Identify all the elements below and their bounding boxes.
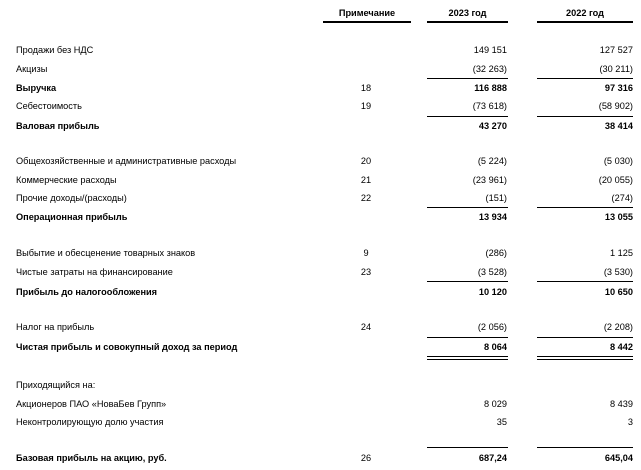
header-2023: 2023 год (448, 8, 487, 18)
row-label: Коммерческие расходы (16, 175, 117, 185)
subtotal-line (537, 116, 633, 117)
row-gross-profit (0, 121, 641, 135)
subtotal-line (537, 447, 633, 448)
value-2023: (73 618) (472, 101, 507, 111)
value-2022: (2 208) (603, 322, 633, 332)
value-2023: (151) (485, 193, 507, 203)
note-ref: 20 (360, 156, 372, 166)
header-2022: 2022 год (565, 8, 605, 18)
note-ref: 24 (360, 322, 372, 332)
double-underline (427, 356, 508, 357)
row-label: Чистая прибыль и совокупный доход за период (16, 342, 238, 352)
row-label: Продажи без НДС (16, 45, 94, 55)
subtotal-line (427, 116, 508, 117)
row-label: Базовая прибыль на акцию, руб. (16, 453, 167, 463)
row-label: Налог на прибыль (16, 322, 95, 332)
row-excise (0, 64, 641, 78)
value-2022: 1 125 (610, 248, 633, 258)
subtotal-line (537, 78, 633, 79)
subtotal-line (427, 337, 508, 338)
row-revenue (0, 83, 641, 97)
note-ref: 26 (360, 453, 372, 463)
row-label: Прибыль до налогообложения (16, 287, 158, 297)
value-2022: (30 211) (599, 64, 633, 74)
value-2022: (5 030) (603, 156, 633, 166)
value-2023: (286) (485, 248, 507, 258)
row-shareholders (0, 399, 641, 413)
value-2023: 149 151 (473, 45, 507, 55)
value-2023: 13 934 (478, 212, 507, 222)
value-2022: 10 650 (604, 287, 633, 297)
subtotal-line (537, 337, 633, 338)
value-2023: 116 888 (474, 83, 507, 93)
note-ref: 9 (363, 248, 369, 258)
note-ref: 22 (360, 193, 372, 203)
subtotal-line (427, 281, 508, 282)
value-2023: 8 029 (484, 399, 507, 409)
value-2022: 127 527 (599, 45, 633, 55)
row-income-tax (0, 322, 641, 336)
value-2022: 8 442 (610, 342, 633, 352)
double-underline (537, 359, 633, 360)
row-label: Чистые затраты на финансирование (16, 267, 173, 277)
header-underline-note (323, 21, 411, 23)
value-2022: (58 902) (598, 101, 633, 111)
value-2022: (274) (611, 193, 633, 203)
row-label: Прочие доходы/(расходы) (16, 193, 127, 203)
value-2023: (32 263) (472, 64, 507, 74)
row-attributable (0, 380, 641, 394)
row-sales (0, 45, 641, 59)
row-other-income (0, 193, 641, 207)
row-label: Себестоимость (16, 101, 82, 111)
note-ref: 21 (360, 175, 372, 185)
note-ref: 18 (360, 83, 372, 93)
value-2023: (3 528) (477, 267, 507, 277)
double-underline (537, 356, 633, 357)
note-ref: 23 (360, 267, 372, 277)
row-selling-expenses (0, 175, 641, 189)
row-cogs (0, 101, 641, 115)
row-label: Операционная прибыль (16, 212, 128, 222)
row-eps (0, 453, 641, 467)
value-2022: 3 (627, 417, 633, 427)
subtotal-line (427, 447, 508, 448)
value-2023: (2 056) (477, 322, 507, 332)
row-label: Выручка (16, 83, 57, 93)
row-finance-costs (0, 267, 641, 281)
header-underline-2023 (427, 21, 508, 23)
value-2023: 43 270 (478, 121, 507, 131)
subtotal-line (427, 78, 508, 79)
value-2022: 645,04 (604, 453, 633, 463)
row-trademarks (0, 248, 641, 262)
value-2023: (23 961) (472, 175, 507, 185)
value-2022: 97 316 (604, 83, 633, 93)
header-underline-2022 (537, 21, 633, 23)
value-2022: 13 055 (604, 212, 633, 222)
row-label: Общехозяйственные и административные расходы (16, 156, 237, 166)
row-label: Выбытие и обесценение товарных знаков (16, 248, 196, 258)
subtotal-line (537, 207, 633, 208)
header-note: Примечание (338, 8, 396, 18)
value-2023: 35 (496, 417, 507, 427)
subtotal-line (537, 281, 633, 282)
subtotal-line (427, 207, 508, 208)
row-label: Акционеров ПАО «НоваБев Групп» (16, 399, 167, 409)
row-admin-expenses (0, 156, 641, 170)
value-2022: 38 414 (604, 121, 633, 131)
value-2022: (3 530) (603, 267, 633, 277)
row-net-profit (0, 342, 641, 356)
value-2023: (5 224) (477, 156, 507, 166)
row-label: Валовая прибыль (16, 121, 100, 131)
row-profit-before-tax (0, 287, 641, 301)
row-label: Акцизы (16, 64, 48, 74)
value-2022: (20 055) (598, 175, 633, 185)
value-2022: 8 439 (610, 399, 633, 409)
row-nci (0, 417, 641, 431)
row-label: Приходящийся на: (16, 380, 96, 390)
row-operating-profit (0, 212, 641, 226)
value-2023: 10 120 (478, 287, 507, 297)
value-2023: 687,24 (478, 453, 507, 463)
row-label: Неконтролирующую долю участия (16, 417, 164, 427)
value-2023: 8 064 (484, 342, 507, 352)
note-ref: 19 (360, 101, 372, 111)
double-underline (427, 359, 508, 360)
